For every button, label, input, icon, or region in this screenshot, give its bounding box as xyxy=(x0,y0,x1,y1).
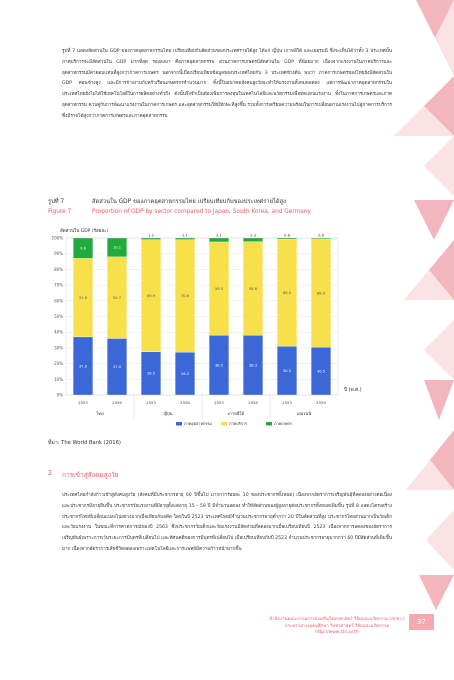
data-label: 50.7 xyxy=(112,295,122,300)
data-label: 58.8 xyxy=(248,286,258,291)
x-tick-label: 2553 xyxy=(282,400,292,405)
data-label: 37.0 xyxy=(112,365,122,370)
y-tick-label: 90% xyxy=(54,251,63,257)
data-label: 26.2 xyxy=(180,371,190,376)
y-tick-label: 100% xyxy=(51,235,63,241)
data-label: 30.5 xyxy=(316,369,326,374)
footer-org-line: สำนักงานคณะกรรมการส่งเสริมวิทยาศาสตร์ วิจัยและนวัตกรรม (สกสว.) xyxy=(269,617,405,622)
figure-number-en: Figure 7 xyxy=(48,209,72,215)
y-tick-label: 70% xyxy=(54,282,63,288)
data-label: 2.1 xyxy=(216,233,222,238)
data-label: 0.8 xyxy=(284,233,290,238)
y-tick-label: 10% xyxy=(54,376,63,382)
data-label: 38.3 xyxy=(248,363,258,368)
x-tick-label: 2553 xyxy=(214,400,224,405)
data-label: 68.0 xyxy=(282,291,292,296)
footer xyxy=(262,617,412,637)
bar-segment xyxy=(311,238,331,239)
legend-swatch xyxy=(221,422,227,426)
bar-segment xyxy=(175,238,195,240)
group-label: ญี่ปุ่น xyxy=(163,411,173,416)
x-tick-label: 2553 xyxy=(78,400,88,405)
decorative-triangles xyxy=(394,0,454,680)
data-label: 30.5 xyxy=(282,368,292,373)
y-tick-label: 30% xyxy=(54,345,63,351)
legend-swatch xyxy=(176,422,182,426)
data-label: 1.2 xyxy=(148,233,154,238)
data-label: 37.0 xyxy=(78,364,88,369)
bar-segment xyxy=(209,238,229,242)
footer-ministry-line: กระทรวงการอุดมศึกษา วิทยาศาสตร์ วิจัยและนวัตกรรม xyxy=(284,623,390,629)
body-paragraph-2: ประเทศไทยกำลังก้าวเข้าสู่สังคมสูงวัย (สังคมที่มีประชากรอายุ 60 ปีขึ้นไป มากกว่าร้อยละ 10 ของประชากรทั้งหมด) เนื่องจากอัตราการเจริญพันธุ์ที่ลดลงอย่างต่อเนื่องและประชากรมีอายุยืนขึ้น ประชากรวัยแรงงานที่มีอายุตั้งแต่อายุ 15 - 59 ปี มีจำนวนลดลง ทำให้สัดส่วนของผู้สูงอายุต่อประชากรทั้งหมดเพิ่มขึ้น รูปที่ 8 แสดงโครงสร้างประชากรไทยที่เปลี่ยนแปลงไปอย่างมากเมื่อเทียบกับอดีต โดยในปี 2523 ประเทศไทยมีจำนวนประชากรอายุต่ำกว่า 20 ปีในสัดส่วนที่สูง ประชากรไทยส่วนมากเป็นวัยเด็กและวัยแรงงาน ในขณะที่การคาดการณ์ของปี 2563 ซึ่งประชากรวัยเด็กและวัยแรงงานมีสัดส่วนที่ลดลงมากเมื่อเปรียบเทียบปี 2523 เนื่องจากการลดลงของอัตราการเจริญพันธุ์เพราะการเว้นระยะการมีบุตรที่เปลี่ยนไป และทัศนคติของการมีบุตรที่เปลี่ยนไป เมื่อเปรียบเทียบกับปี 2523 จำนวนประชากรอายุมากกว่า 60 ปีมีสัดส่วนที่เพิ่มขึ้นมาก เนื่องจากอัตราการเสียชีวิตลดลงเพราะเทคโนโลยีและการแพทย์มีความก้าวหน้ามากขึ้น xyxy=(62,493,392,552)
data-label: 38.5 xyxy=(214,363,224,368)
group-label: เยอรมนี xyxy=(296,411,312,416)
bar-segment xyxy=(141,238,161,240)
y-tick-label: 0% xyxy=(56,392,63,398)
body-paragraph: รูปที่ 7 แสดงสัดส่วนใน GDP ของภาคอุตสาหกรรมไทย เปรียบเทียบกับสัดส่วนของประเทศรายได้สูง ได้แก่ ญี่ปุ่น เกาหลีใต้ และเยอรมนี ซึ่งจะเห็นได้ว่าทั้ง 3 ประเทศนั้น ภาคบริการจะมีสัดส่วนใน GDP มากที่สุด รองลงมา คือภาคอุตสาหกรรม ส่วนภาคการเกษตรมีสัดส่วนใน GDP ที่น้อยมาก เนื่องจากแรงงานในภาคบริการและอุตสาหกรรมมีค่าตอบแทนที่สูงกว่าภาคการเกษตร นอกจากนี้เมื่อเปรียบเทียบข้อมูลของประเทศไทยกับ 3 ประเทศข้างต้น พบว่า ภาคการเกษตรของไทยยังมีสัดส่วนใน GDP ค่อนข้างสูง และมีการจ้างงานกับครัวเรือนเกษตรกรจำนวนมาก ทั้งนี้ในอนาคตสังคมสูงวัยจะทำให้แรงงานทั้งหมดลดลง แต่การพัฒนาภาคอุตสาหกรรมในประเทศไทยยังไม่ได้ใช้เทคโนโลยีในการผลิตอย่างทั่วถึง ดังนั้นจึงจำเป็นต้องเพิ่มการลงทุนในเทคโนโลยีและนวัตกรรมเพื่อทดแทนแรงงาน ทั้งในภาคการเกษตรและภาคอุตสาหกรรม ควบคู่กับการพัฒนาแรงงานในภาคการเกษตร และอุตสาหกรรมให้มีทักษะที่สูงขึ้น รวมทั้งการเตรียมความพร้อมในการเปลี่ยนผ่านแรงงานไปสู่ภาคการบริการ ซึ่งมีรายได้สูงกว่าภาคการเกษตรและภาคอุตสาหกรรม xyxy=(62,49,392,119)
y-tick-label: 20% xyxy=(54,361,63,367)
y-tick-label: 40% xyxy=(54,329,63,335)
bar-segment xyxy=(277,238,297,239)
y-axis-label: สัดส่วนใน GDP (ร้อยละ) xyxy=(60,229,109,234)
gdp-sector-chart xyxy=(46,223,396,426)
figure-title-th: สัดส่วนใน GDP ของภาคอุตสาหกรรมไทย เปรียบเทียบกับของประเทศรายได้สูง xyxy=(92,199,287,205)
footer-url[interactable]: http://www.stri.or.th xyxy=(315,630,359,636)
section-number: 2 xyxy=(48,469,53,477)
data-label: 59.5 xyxy=(214,286,224,291)
figure-number-th: รูปที่ 7 xyxy=(48,199,65,205)
group-label: ไทย xyxy=(96,411,104,416)
figure-title-en: Proportion of GDP by sector compared to Japan, South Korea, and Germany xyxy=(92,209,311,215)
data-label: 10.1 xyxy=(112,245,122,250)
group-label: เกาหลีใต้ xyxy=(227,411,245,416)
x-tick-label: 2559 xyxy=(112,400,122,405)
x-tick-label: 2558 xyxy=(180,400,190,405)
data-label: 1.1 xyxy=(182,233,188,238)
data-label: 68.9 xyxy=(316,291,326,296)
legend-label: ภาคเกษตร xyxy=(274,421,292,426)
x-tick-label: 2558 xyxy=(248,400,258,405)
data-label: 51.6 xyxy=(78,295,88,300)
bar-segment xyxy=(243,238,263,242)
x-axis-unit: ปี (พ.ศ.) xyxy=(344,388,362,393)
section-title: การเข้าสู่สังคมสูงวัย xyxy=(62,471,119,479)
data-label: 9.6 xyxy=(80,246,86,251)
x-tick-label: 2553 xyxy=(146,400,156,405)
y-tick-label: 80% xyxy=(54,266,63,272)
data-label: 0.6 xyxy=(318,233,324,238)
source-note: ที่มา: The World Bank (2016) xyxy=(48,440,121,446)
figure-caption-en xyxy=(48,209,311,215)
data-label: 69.9 xyxy=(146,293,156,298)
data-label: 2.3 xyxy=(250,233,256,238)
legend-label: ภาคอุตสาหกรรม xyxy=(184,421,212,426)
figure-caption-th xyxy=(48,196,286,206)
data-label: 28.5 xyxy=(146,371,156,376)
x-tick-label: 2559 xyxy=(316,400,326,405)
y-tick-label: 60% xyxy=(54,298,63,304)
data-label: 70.6 xyxy=(180,294,190,299)
legend-label: ภาคบริการ xyxy=(229,421,248,426)
y-tick-label: 50% xyxy=(54,314,63,319)
page-number: 37 xyxy=(409,614,434,630)
legend-swatch xyxy=(266,422,272,426)
